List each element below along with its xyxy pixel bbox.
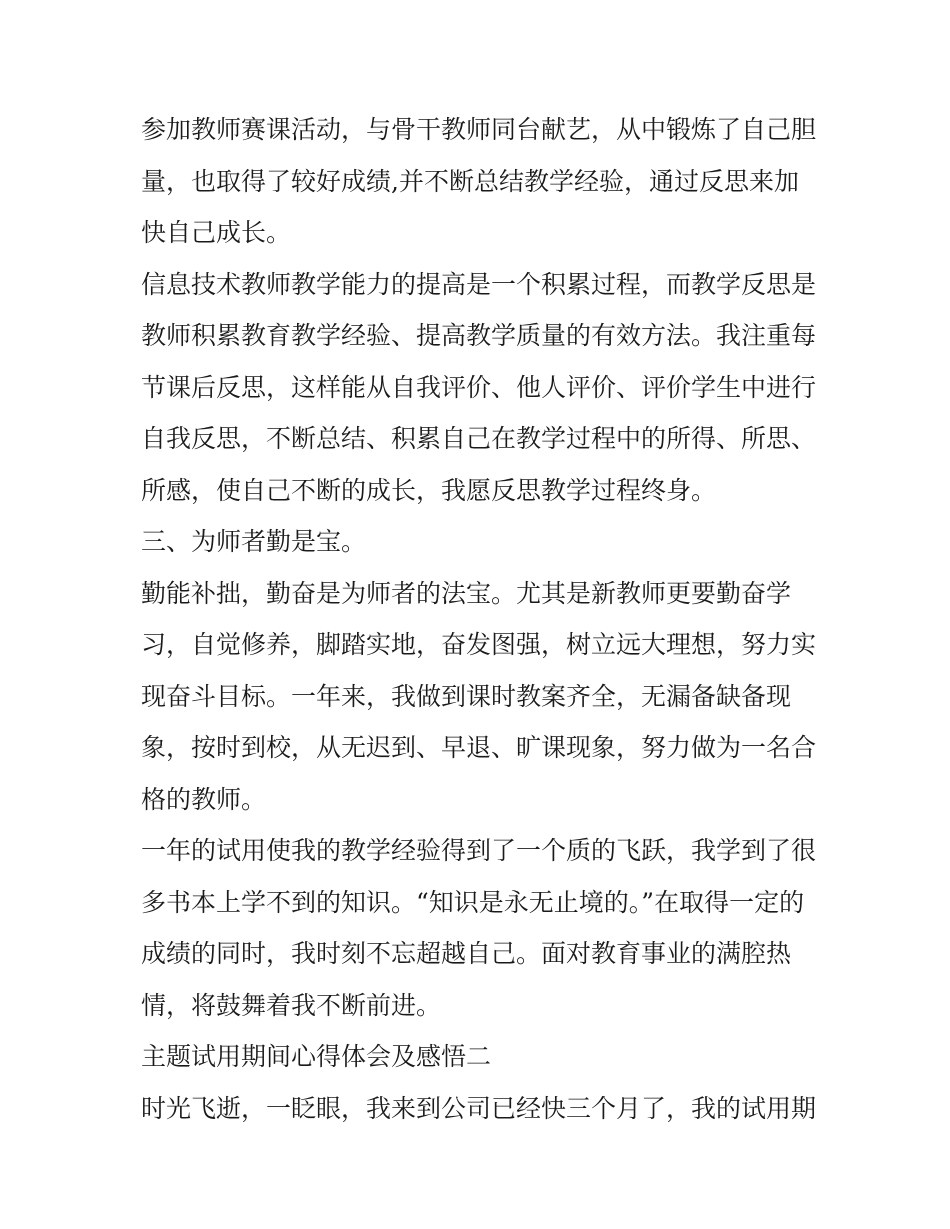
text-line: 现奋斗目标。一年来，我做到课时教案齐全，无漏备缺备现 <box>141 681 792 711</box>
text-line: 信息技术教师教学能力的提高是一个积累过程，而教学反思是 <box>141 269 817 299</box>
text-line: 时光飞逝，一眨眼，我来到公司已经快三个月了，我的试用期 <box>141 1093 817 1123</box>
text-line: 成绩的同时，我时刻不忘超越自己。面对教育事业的满腔热 <box>141 939 792 968</box>
section-heading: 主题试用期间心得体会及感悟二 <box>141 1042 492 1071</box>
text-line: 象，按时到校，从无迟到、早退、旷课现象，努力做为一名合 <box>141 733 817 762</box>
text-line: 一年的试用使我的教学经验得到了一个质的飞跃，我学到了很 <box>141 836 817 865</box>
text-line: 勤能补拙，勤奋是为师者的法宝。尤其是新教师更要勤奋学 <box>141 578 792 608</box>
section-heading: 三、为师者勤是宝。 <box>141 527 367 556</box>
text-line: 参加教师赛课活动，与骨干教师同台献艺，从中锻炼了自己胆 <box>141 115 817 144</box>
text-line: 节课后反思，这样能从自我评价、他人评价、评价学生中进行 <box>141 372 817 402</box>
text-line: 多书本上学不到的知识。“知识是永无止境的。”在取得一定的 <box>141 887 805 917</box>
document-body <box>141 104 821 1134</box>
text-line: 教师积累教育教学经验、提高教学质量的有效方法。我注重每 <box>141 321 817 350</box>
text-line: 所感，使自己不断的成长，我愿反思教学过程终身。 <box>141 475 717 505</box>
text-line: 量，也取得了较好成绩,并不断总结教学经验，通过反思来加 <box>141 166 799 196</box>
text-line: 自我反思，不断总结、积累自己在教学过程中的所得、所思、 <box>141 424 817 453</box>
text-line: 习，自觉修养，脚踏实地，奋发图强，树立远大理想，努力实 <box>141 630 817 659</box>
text-line: 快自己成长。 <box>141 218 292 247</box>
text-line: 情，将鼓舞着我不断前进。 <box>141 990 442 1020</box>
text-line: 格的教师。 <box>141 784 267 814</box>
